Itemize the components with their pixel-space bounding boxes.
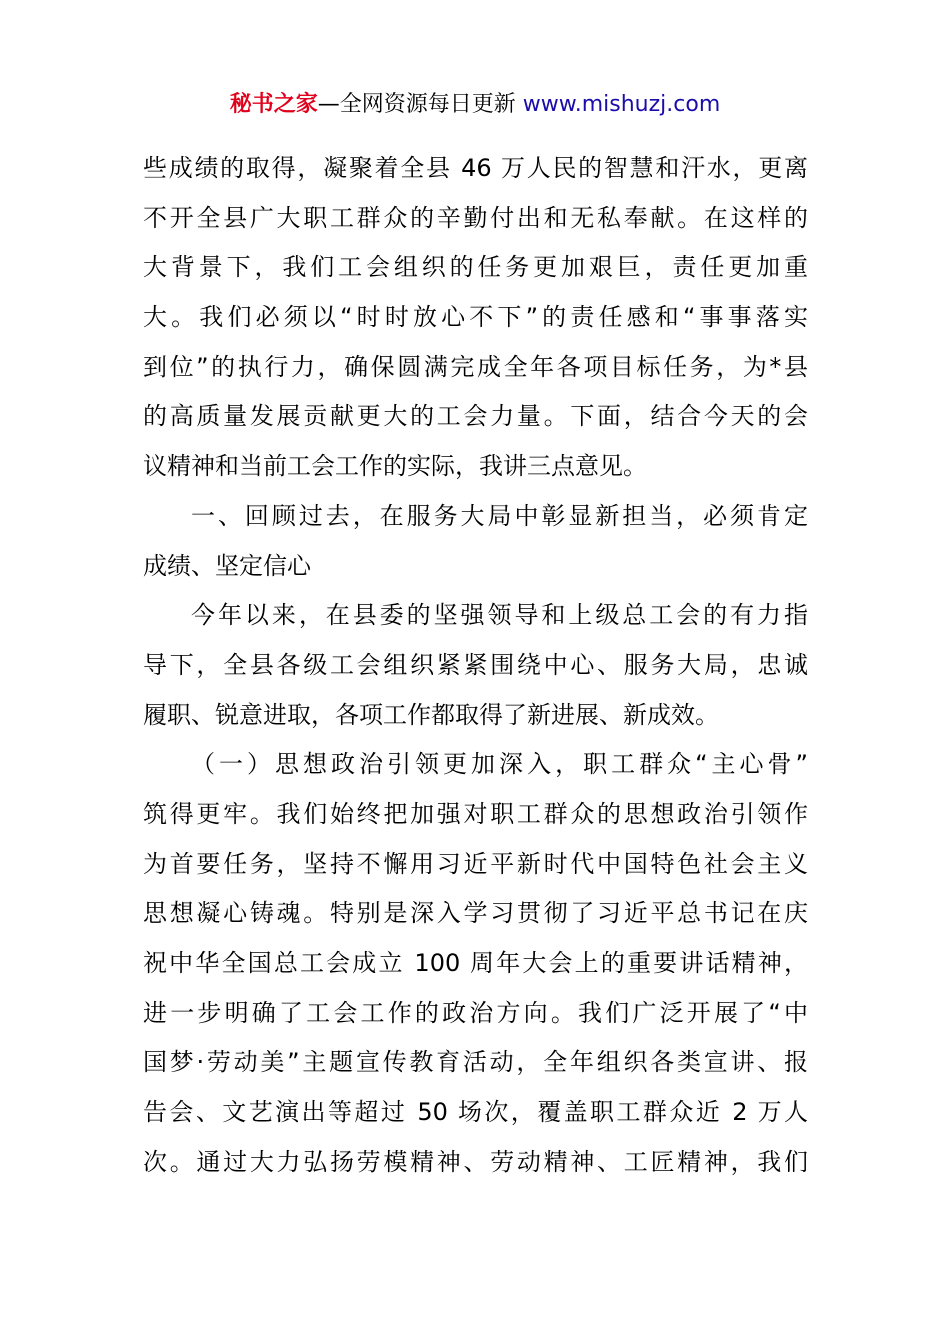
text-line: 到位”的执行力，确保圆满完成全年各项目标任务，为*县 bbox=[143, 352, 808, 381]
text-line: 大。我们必须以“时时放心不下”的责任感和“事事落实 bbox=[143, 303, 808, 332]
document-body bbox=[143, 144, 808, 1187]
paragraph-last-line: 履职、锐意进取，各项工作都取得了新进展、新成效。 bbox=[143, 700, 719, 729]
text-line: 为首要任务，坚持不懈用习近平新时代中国特色社会主义 bbox=[143, 849, 808, 878]
text-line: 次。通过大力弘扬劳模精神、劳动精神、工匠精神，我们 bbox=[143, 1147, 808, 1176]
section-heading-last-line: 成绩、坚定信心 bbox=[143, 551, 311, 580]
text-line: 不开全县广大职工群众的辛勤付出和无私奉献。在这样的 bbox=[143, 203, 808, 232]
brand-name: 秘书之家 bbox=[229, 92, 318, 117]
text-line: 大背景下，我们工会组织的任务更加艰巨，责任更加重 bbox=[143, 253, 808, 282]
text-line: 国梦·劳动美”主题宣传教育活动，全年组织各类宣讲、报 bbox=[143, 1048, 808, 1077]
text-line: 筑得更牢。我们始终把加强对职工群众的思想政治引领作 bbox=[143, 799, 808, 828]
text-line: 进一步明确了工会工作的政治方向。我们广泛开展了“中 bbox=[143, 998, 808, 1027]
text-line: 的高质量发展贡献更大的工会力量。下面，结合今天的会 bbox=[143, 402, 808, 431]
text-line: 导下，全县各级工会组织紧紧围绕中心、服务大局，忠诚 bbox=[143, 650, 808, 679]
site-url-link[interactable]: www.mishuzj.com bbox=[522, 92, 721, 117]
text-line: 思想凝心铸魂。特别是深入学习贯彻了习近平总书记在庆 bbox=[143, 899, 808, 928]
page-header bbox=[0, 88, 950, 122]
header-tagline: —全网资源每日更新 bbox=[317, 92, 523, 117]
text-line: 些成绩的取得，凝聚着全县 46 万人民的智慧和汗水，更离 bbox=[143, 154, 808, 182]
text-line: 祝中华全国总工会成立 100 周年大会上的重要讲话精神， bbox=[143, 949, 808, 977]
paragraph-last-line: 议精神和当前工会工作的实际，我讲三点意见。 bbox=[143, 452, 647, 481]
text-line: 告会、文艺演出等超过 50 场次，覆盖职工群众近 2 万人 bbox=[143, 1098, 808, 1127]
section-heading-line: 一、回顾过去，在服务大局中彰显新担当，必须肯定 bbox=[191, 501, 808, 530]
paragraph-first-line: 今年以来，在县委的坚强领导和上级总工会的有力指 bbox=[191, 601, 808, 630]
subsection-heading-line: （一）思想政治引领更加深入，职工群众“主心骨” bbox=[191, 750, 808, 779]
